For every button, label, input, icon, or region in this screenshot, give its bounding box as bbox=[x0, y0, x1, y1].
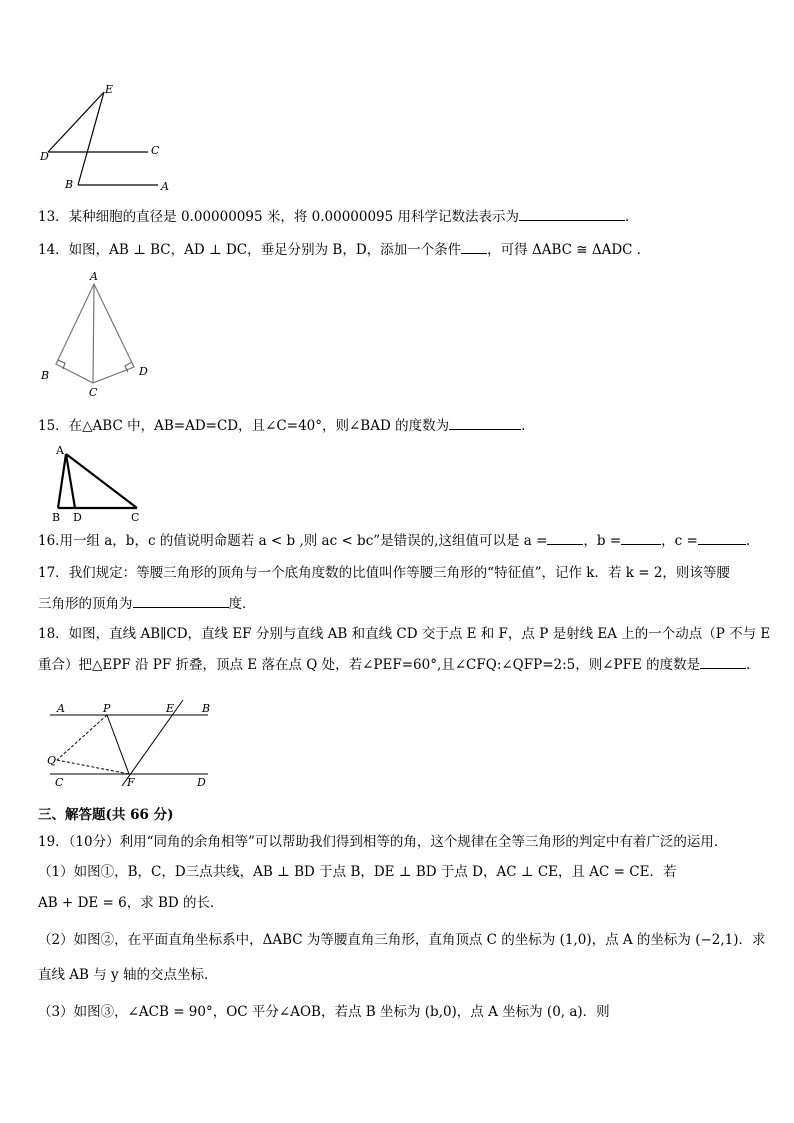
label-D: D bbox=[197, 776, 206, 789]
question-19-part1-line1: （1）如图①，B，C，D三点共线，AB ⊥ BD 于点 B，DE ⊥ BD 于点 D，AC ⊥ CE，且 AC = CE．若 bbox=[38, 864, 677, 880]
line-AD bbox=[66, 454, 75, 508]
label-F: F bbox=[127, 776, 135, 789]
question-14: 14．如图，AB ⊥ BC，AD ⊥ DC，垂足分别为 B，D，添加一个条件 ，可得 ΔABC ≅ ΔADC ． bbox=[38, 242, 651, 258]
label-Q: Q bbox=[47, 754, 57, 767]
question-16-text: 16.用一组 a，b，c 的值说明命题若 a < b ,则 ac < bc”是错误的,这组值可以是 a = bbox=[38, 533, 548, 549]
label-A: A bbox=[161, 180, 169, 193]
answer-blank-15[interactable] bbox=[449, 416, 521, 430]
label-B: B bbox=[41, 369, 50, 382]
label-C: C bbox=[89, 386, 98, 398]
label-E: E bbox=[166, 702, 175, 715]
question-15-text: 15．在△ABC 中，AB=AD=CD，且∠C=40°，则∠BAD 的度数为 bbox=[38, 418, 450, 434]
section-3-title: 三、解答题(共 66 分) bbox=[38, 807, 174, 823]
figure-q15 bbox=[44, 442, 154, 524]
question-18-line1: 18．如图，直线 AB∥CD，直线 EF 分别与直线 AB 和直线 CD 交于点 E 和 F，点 P 是射线 EA 上的一个动点（P 不与 E bbox=[38, 626, 771, 642]
line-PF bbox=[107, 715, 129, 774]
question-14-text: 14．如图，AB ⊥ BC，AD ⊥ DC，垂足分别为 B，D，添加一个条件 bbox=[38, 242, 462, 258]
answer-blank-18[interactable] bbox=[700, 655, 746, 669]
line-AB bbox=[58, 454, 66, 508]
label-D: D bbox=[40, 150, 49, 163]
line-QF bbox=[57, 760, 129, 774]
question-19-part3-line1: （3）如图③，∠ACB = 90°，OC 平分∠AOB，若点 B 坐标为 (b,0)，点 A 坐标为 (0, a)．则 bbox=[38, 1004, 610, 1020]
label-B: B bbox=[65, 178, 74, 191]
label-D: D bbox=[139, 365, 148, 378]
question-19-part2-line2: 直线 AB 与 y 轴的交点坐标． bbox=[38, 967, 218, 983]
question-18-line2: 重合）把△EPF 沿 PF 折叠，顶点 E 落在点 Q 处，若∠PEF=60°,且∠CFQ:∠QFP=2:5，则∠PFE 的度数是 ． bbox=[38, 657, 760, 673]
line-AC bbox=[66, 454, 137, 508]
answer-blank-17[interactable] bbox=[133, 594, 229, 608]
question-13-text: 13．某种细胞的直径是 0.00000095 米，将 0.00000095 用科学记数法表示为 bbox=[38, 209, 520, 225]
question-17-line1: 17．我们规定：等腰三角形的顶角与一个底角度数的比值叫作等腰三角形的“特征值”，记作 k．若 k = 2，则该等腰 bbox=[38, 565, 730, 581]
question-19-intro: 19．（10分）利用“同角的余角相等”可以帮助我们得到相等的角，这个规律在全等三角形的判定中有着广泛的运用． bbox=[38, 834, 728, 850]
answer-blank-16-c[interactable] bbox=[698, 531, 746, 545]
label-A: A bbox=[90, 270, 98, 283]
label-D: D bbox=[73, 511, 82, 524]
label-C: C bbox=[55, 776, 64, 789]
question-15: 15．在△ABC 中，AB=AD=CD，且∠C=40°，则∠BAD 的度数为 . bbox=[38, 418, 526, 434]
line-AC bbox=[93, 284, 94, 383]
answer-blank-14[interactable] bbox=[461, 240, 487, 254]
label-B: B bbox=[202, 702, 211, 715]
label-B: B bbox=[52, 511, 61, 524]
kite-shape bbox=[56, 284, 134, 383]
figure-q18 bbox=[40, 698, 225, 794]
line-PQ bbox=[57, 715, 107, 760]
figure-q14 bbox=[36, 268, 156, 398]
answer-blank-16-b[interactable] bbox=[621, 531, 661, 545]
question-17-line2: 三角形的顶角为 度． bbox=[38, 596, 256, 612]
figure-q12 bbox=[36, 82, 176, 194]
label-C: C bbox=[131, 511, 140, 524]
label-E: E bbox=[105, 83, 114, 96]
answer-blank-16-a[interactable] bbox=[547, 531, 583, 545]
question-19-part2-line1: （2）如图②，在平面直角坐标系中，ΔABC 为等腰直角三角形，直角顶点 C 的坐标为 (1,0)，点 A 的坐标为 (−2,1)．求 bbox=[38, 932, 766, 948]
label-A: A bbox=[56, 444, 64, 457]
question-19-part1-line2: AB + DE = 6，求 BD 的长． bbox=[38, 895, 224, 911]
label-P: P bbox=[103, 702, 111, 715]
right-angle-mark-B bbox=[58, 360, 65, 369]
label-C: C bbox=[151, 144, 160, 157]
question-16: 16.用一组 a，b，c 的值说明命题若 a < b ,则 ac < bc”是错误的,这组值可以是 a = ，b = ，c = . bbox=[38, 533, 751, 549]
label-A: A bbox=[57, 702, 65, 715]
question-13: 13．某种细胞的直径是 0.00000095 米，将 0.00000095 用科学记数法表示为 ． bbox=[38, 209, 639, 225]
answer-blank-13[interactable] bbox=[519, 207, 625, 221]
